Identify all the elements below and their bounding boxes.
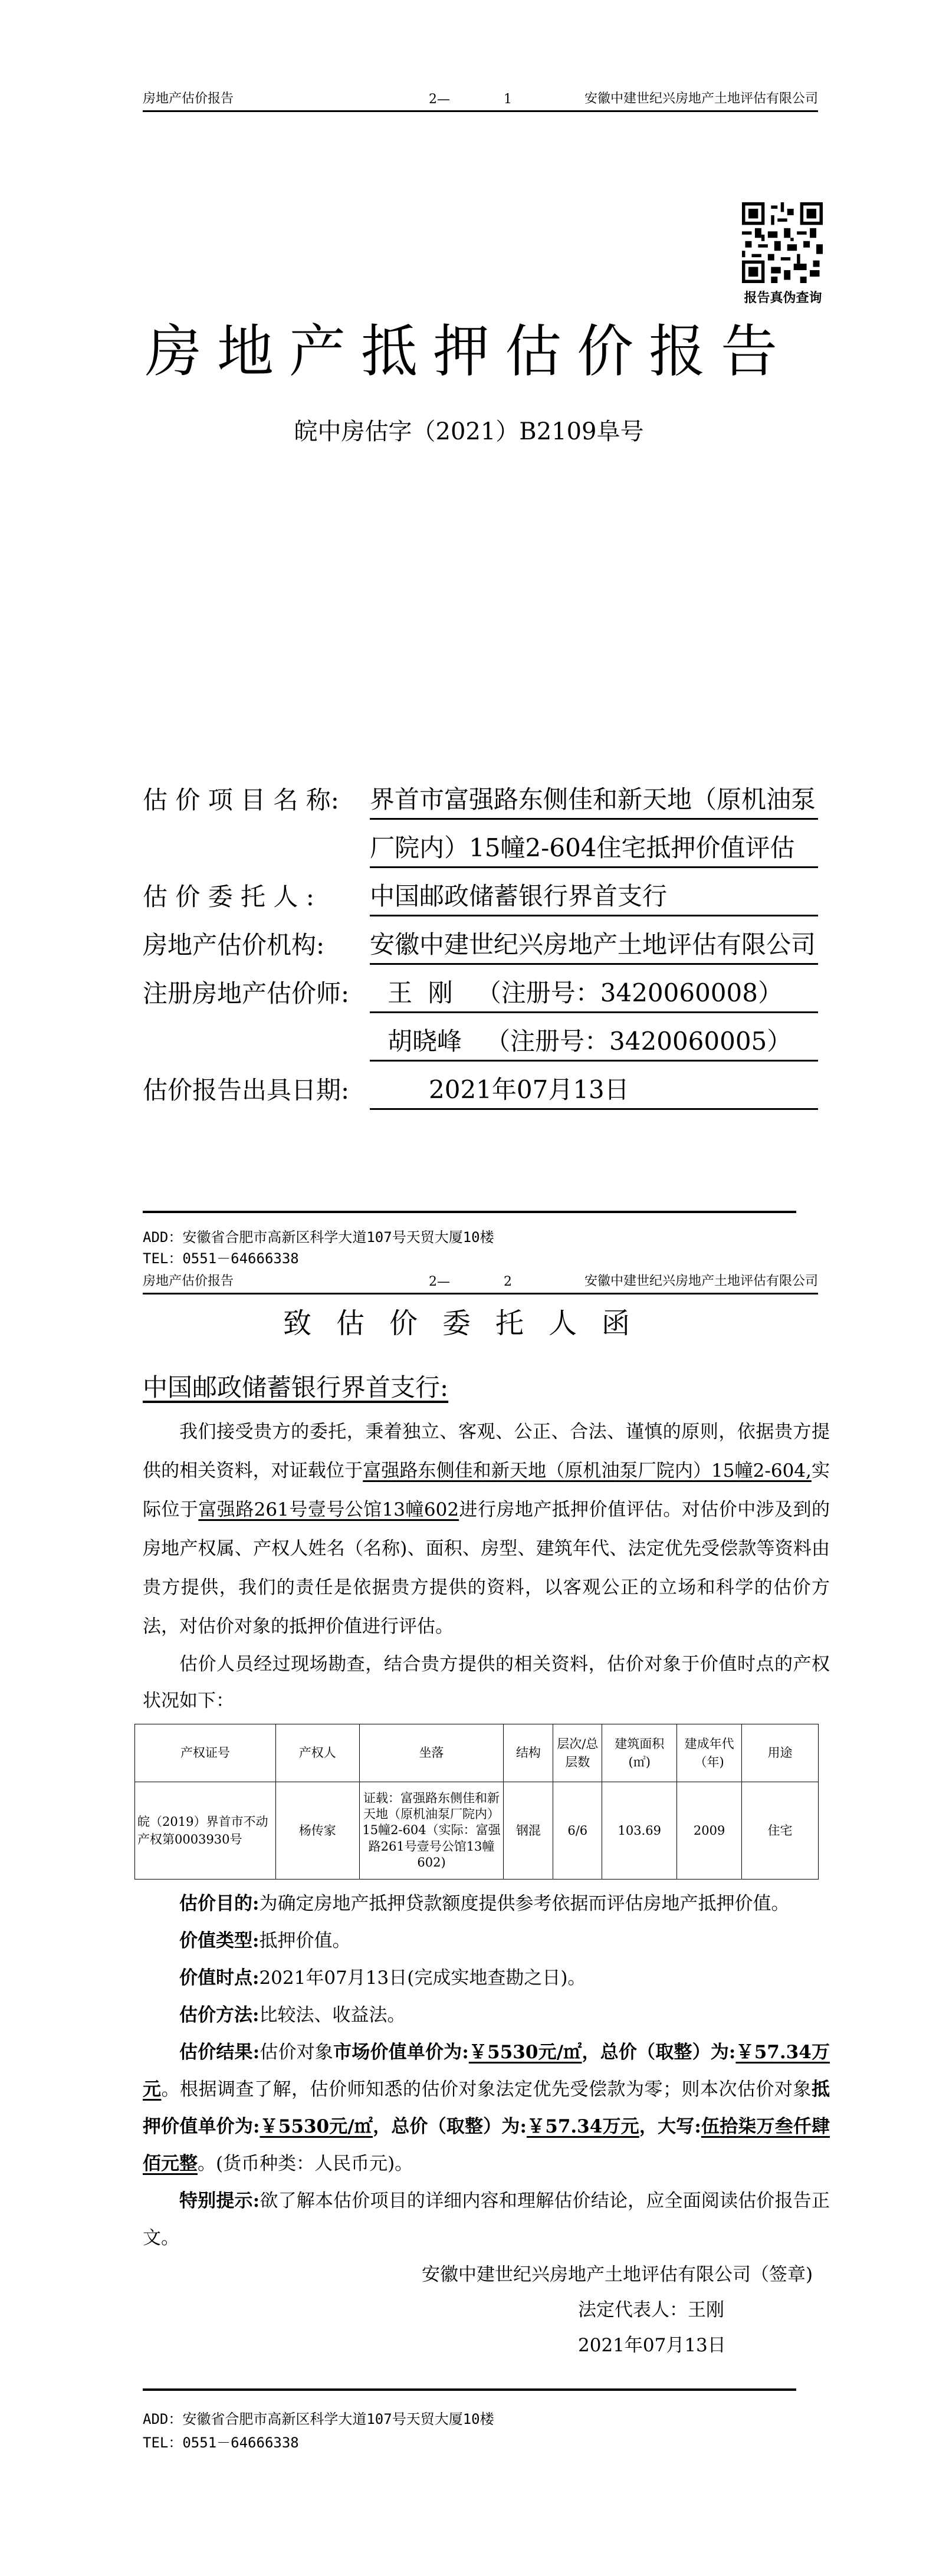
field-project-cont <box>143 833 818 868</box>
mortgage-unit-price: ￥5530元/㎡ <box>260 2116 373 2137</box>
field-label: 估 价 项 目 名 称: <box>143 786 339 814</box>
table-cell: 住宅 <box>742 1782 819 1880</box>
label: 估价方法: <box>179 2005 260 2026</box>
footer-divider <box>143 2388 796 2391</box>
field-appraiser <box>143 978 818 1013</box>
table-cell: 杨传家 <box>275 1782 359 1880</box>
field-project <box>143 784 818 820</box>
text: 。(货币种类：人民币元)。 <box>198 2153 413 2174</box>
field-date <box>143 1075 818 1110</box>
field-agency <box>143 929 818 965</box>
footer-phone: TEL：0551－64666338 <box>143 1250 299 1267</box>
page-header <box>143 89 818 112</box>
header-title: 房地产估价报告 <box>143 91 234 106</box>
table-cell: 钢混 <box>504 1782 553 1880</box>
letter-body <box>137 1412 830 2363</box>
label: 价值时点: <box>179 1967 260 1989</box>
field-value: 2021年07月13日 <box>370 1070 818 1110</box>
market-total-price: ￥57.34万元 <box>143 2042 830 2100</box>
label: 价值类型: <box>179 1930 260 1951</box>
table-row <box>135 1782 819 1880</box>
text: 估价对象 <box>260 2042 334 2063</box>
table-cell: 证载：富强路东侧佳和新天地（原机油泵厂院内）15幢2-604（实际：富强路261号壹号公馆13幢602) <box>359 1782 504 1880</box>
text: 抵押价值单价为: <box>143 2079 830 2137</box>
letter-title: 致估价委托人函 <box>283 1307 655 1340</box>
qr-code-icon[interactable] <box>742 202 823 283</box>
text: 估价人员经过现场勘查，结合贵方提供的相关资料，估价对象于价值时点的产权状况如下： <box>143 1654 830 1711</box>
note-paragraph <box>143 2183 830 2257</box>
field-client <box>143 881 818 916</box>
field-label: 估价报告出具日期: <box>143 1076 350 1105</box>
value: 抵押价值。 <box>259 1930 351 1951</box>
method-line <box>143 1997 830 2034</box>
table-cell: 6/6 <box>553 1782 602 1880</box>
label: 特别提示: <box>179 2190 260 2212</box>
text: 实际位于 <box>143 1460 830 1520</box>
total-in-words: 伍拾柒万叁仟肆佰元整 <box>143 2116 830 2174</box>
footer-address: ADD：安徽省合肥市高新区科学大道107号天贸大厦10楼 <box>143 2411 494 2427</box>
header-title: 房地产估价报告 <box>143 1274 234 1289</box>
letter-paragraph-1 <box>143 1412 830 1646</box>
text: 。根据调查了解，估价师知悉的估价对象法定优先受偿款为零；则本次估价对象 <box>161 2079 812 2100</box>
value: 比较法、收益法。 <box>259 2005 406 2026</box>
label: 估价结果: <box>179 2042 260 2063</box>
value: 2021年07月13日(完成实地查勘之日)。 <box>259 1967 586 1989</box>
header-page-number: 1 <box>504 92 512 107</box>
letter-addressee: 中国邮政储蓄银行界首支行: <box>143 1373 449 1402</box>
header-company: 安徽中建世纪兴房地产土地评估有限公司 <box>584 1274 818 1289</box>
text: ，总价（取整）为: <box>582 2042 736 2063</box>
header-page-number: 2 <box>504 1274 512 1289</box>
value-type-line <box>143 1923 830 1960</box>
table-header: 建筑面积(㎡) <box>602 1724 677 1782</box>
certified-address: 富强路东侧佳和新天地（原机油泵厂院内）15幢2-604, <box>363 1460 812 1481</box>
letter-details <box>143 1885 830 2257</box>
company-signature: 安徽中建世纪兴房地产土地评估有限公司（签章) <box>422 2264 813 2285</box>
report-number: 皖中房估字（2021）B2109阜号 <box>294 418 644 445</box>
field-label: 估 价 委 托 人 : <box>143 882 314 911</box>
table-header: 坐落 <box>359 1724 504 1782</box>
field-value: 安徽中建世纪兴房地产土地评估有限公司 <box>370 925 818 965</box>
legal-representative: 法定代表人：王刚 <box>578 2299 724 2321</box>
property-table <box>134 1724 819 1880</box>
field-value: 王 刚 （注册号：3420060008） <box>370 974 818 1013</box>
qr-caption: 报告真伪查询 <box>744 290 822 305</box>
footer-address: ADD：安徽省合肥市高新区科学大道107号天贸大厦10楼 <box>143 1229 494 1246</box>
footer-divider <box>143 1211 796 1213</box>
field-value: 厂院内）15幢2-604住宅抵押价值评估 <box>370 829 818 868</box>
table-header: 产权人 <box>275 1724 359 1782</box>
text: ，大写: <box>639 2116 701 2137</box>
text: 进行房地产抵押价值评估。对估价中涉及到的房地产权属、产权人姓名（名称)、面积、房型、建筑年代、法定优先受偿款等资料由贵方提供，我们的责任是依据贵方提供的资料，以客观公正的立场和科学的估价方法，对估价对象的抵押价值进行评估。 <box>143 1499 830 1637</box>
text: 欲了解本估价项目的详细内容和理解估价结论，应全面阅读估价报告正文。 <box>143 2190 830 2249</box>
table-header: 产权证号 <box>135 1724 276 1782</box>
table-header: 结构 <box>504 1724 553 1782</box>
field-value: 胡晓峰 （注册号：3420060005） <box>370 1022 818 1062</box>
table-header: 建成年代（年) <box>677 1724 742 1782</box>
mortgage-total-price: ￥57.34万元 <box>526 2116 639 2137</box>
table-cell: 皖（2019）界首市不动产权第0003930号 <box>135 1782 276 1880</box>
value: 为确定房地产抵押贷款额度提供参考依据而评估房地产抵押价值。 <box>259 1893 790 1914</box>
report-title: 房地产抵押估价报告 <box>145 318 793 385</box>
footer-phone: TEL：0551－64666338 <box>143 2434 299 2451</box>
field-appraiser-2 <box>143 1026 818 1062</box>
header-page-prefix: 2— <box>429 92 450 107</box>
text: 市场价值单价为: <box>333 2042 469 2063</box>
header-company: 安徽中建世纪兴房地产土地评估有限公司 <box>584 91 818 106</box>
table-header-row <box>135 1724 819 1782</box>
result-paragraph <box>143 2034 830 2183</box>
table-header: 用途 <box>742 1724 819 1782</box>
page-header <box>143 1271 818 1294</box>
signature-date: 2021年07月13日 <box>578 2335 726 2356</box>
label: 估价目的: <box>179 1893 260 1914</box>
actual-address: 富强路261号壹号公馆13幢602 <box>198 1499 459 1520</box>
market-unit-price: ￥5530元/㎡ <box>468 2042 582 2063</box>
field-value: 中国邮政储蓄银行界首支行 <box>370 877 818 916</box>
letter-paragraph-2 <box>143 1646 830 1719</box>
table-cell: 2009 <box>677 1782 742 1880</box>
text: 我们接受贵方的委托，秉着独立、客观、公正、合法、谨慎的原则，依据贵方提供的相关资料，对证载位于 <box>143 1421 830 1481</box>
text: ，总价（取整）为: <box>373 2116 527 2137</box>
purpose-line <box>143 1885 830 1923</box>
header-page-prefix: 2— <box>429 1274 450 1289</box>
table-header: 层次/总层数 <box>553 1724 602 1782</box>
table-cell: 103.69 <box>602 1782 677 1880</box>
field-label: 注册房地产估价师: <box>143 979 350 1008</box>
field-value: 界首市富强路东侧佳和新天地（原机油泵 <box>370 780 818 820</box>
field-label: 房地产估价机构: <box>143 931 325 960</box>
value-date-line <box>143 1960 830 1997</box>
